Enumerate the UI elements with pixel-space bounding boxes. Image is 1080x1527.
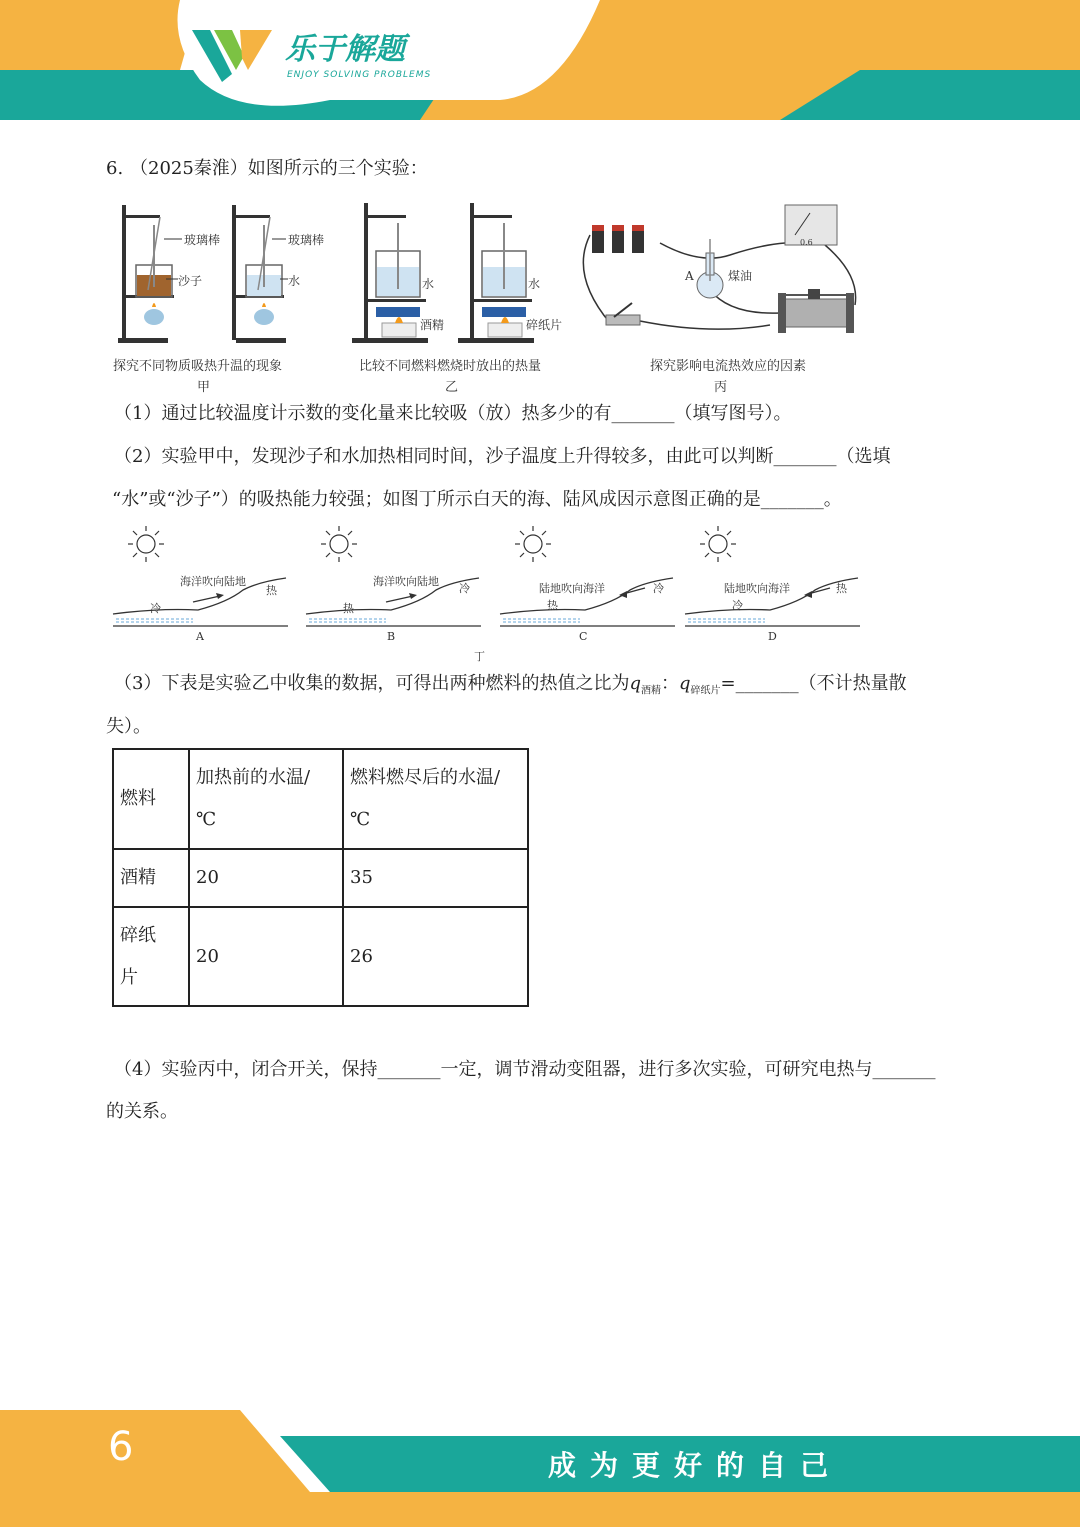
wind-title-c: 陆地吹向海洋 — [539, 582, 605, 595]
label-sand: 沙子 — [178, 274, 203, 288]
fuel-data-table — [112, 748, 529, 1007]
label-kerosene: 煤油 — [728, 269, 753, 283]
caption-yi: 比较不同燃料燃烧时放出的热量 — [359, 359, 542, 374]
question-number: 6. — [106, 158, 124, 179]
part-4-line-2: 的关系。 — [106, 1101, 178, 1122]
page-header — [0, 0, 1080, 125]
cell-after: 35 — [343, 849, 528, 907]
wind-right-b: 冷 — [459, 582, 470, 595]
page-number: 6 — [108, 1424, 134, 1470]
sea-land-breeze-sketch — [680, 522, 865, 632]
figure-jia — [110, 195, 325, 395]
wind-title-a: 海洋吹向陆地 — [180, 575, 246, 588]
figure-bing — [570, 195, 870, 395]
wind-diagram-c — [495, 522, 680, 647]
caption-jia: 探究不同物质吸热升温的现象 — [113, 359, 283, 374]
q-sub-alcohol: 酒精 — [640, 685, 661, 697]
table-row — [113, 907, 528, 1006]
label-rod-2: 玻璃棒 — [288, 233, 325, 247]
question-intro: （2025秦淮）如图所示的三个实验： — [130, 158, 428, 179]
label-bing: 丙 — [714, 380, 728, 395]
q-symbol-2: q — [678, 673, 691, 694]
logo-subtitle: ENJOY SOLVING PROBLEMS — [287, 70, 432, 80]
wind-right-d: 热 — [836, 582, 847, 595]
footer-slogan: 成为更好的自己 — [548, 1449, 843, 1482]
part-3-line-2: 失）。 — [106, 716, 151, 737]
header-fuel: 燃料 — [113, 749, 189, 849]
part-2-line-2: “水”或“沙子”）的吸热能力较强；如图丁所示白天的海、陆风成因示意图正确的是_______。 — [112, 489, 842, 510]
header-after: 燃料燃尽后的水温/ ℃ — [343, 749, 528, 849]
label-paper: 碎纸片 — [526, 318, 563, 332]
wind-left-a: 冷 — [150, 602, 161, 615]
logo-mark — [192, 24, 272, 84]
logo-title: 乐于解题 — [285, 32, 405, 67]
wind-diagram-a — [108, 522, 293, 647]
label-rod-1: 玻璃棒 — [184, 233, 221, 247]
cell-before: 20 — [189, 849, 343, 907]
header-before: 加热前的水温/ ℃ — [189, 749, 343, 849]
label-water-1: 水 — [422, 277, 435, 291]
ratio-colon: ： — [660, 673, 679, 694]
header-banner — [0, 0, 1080, 125]
cell-before: 20 — [189, 907, 343, 1006]
table-header-row — [113, 749, 528, 849]
wind-left-c: 热 — [547, 599, 558, 612]
q-symbol-1: q — [629, 673, 641, 694]
label-water-2: 水 — [528, 277, 541, 291]
part-3-line-1 — [114, 672, 907, 704]
label-alcohol: 酒精 — [420, 318, 445, 332]
wind-right-a: 热 — [266, 584, 277, 597]
wind-letter-c: C — [579, 630, 588, 643]
part-2-line-1: （2）实验甲中，发现沙子和水加热相同时间，沙子温度上升得较多，由此可以判断_______（选填 — [114, 446, 891, 467]
stand-sand-illustration — [110, 195, 310, 345]
part-1: （1）通过比较温度计示数的变化量来比较吸（放）热多少的有_______（填写图号）。 — [114, 403, 792, 424]
label-ding: 丁 — [474, 650, 485, 663]
q-sub-paper: 碎纸片 — [690, 685, 721, 697]
circuit-illustration — [570, 195, 870, 345]
cell-fuel: 碎纸 片 — [113, 907, 189, 1006]
sea-land-breeze-sketch — [495, 522, 680, 632]
part-4-line-1: （4）实验丙中，闭合开关，保持_______一定，调节滑动变阻器，进行多次实验，可研究电热与_______ — [114, 1059, 936, 1080]
caption-bing: 探究影响电流热效应的因素 — [650, 359, 807, 374]
label-jia: 甲 — [197, 380, 211, 395]
part-3-blank: =_______（不计热量散 — [720, 673, 907, 694]
cell-fuel: 酒精 — [113, 849, 189, 907]
wind-left-d: 冷 — [732, 599, 743, 612]
wind-title-d: 陆地吹向海洋 — [724, 582, 790, 595]
page-footer — [0, 1410, 1080, 1527]
wind-title-b: 海洋吹向陆地 — [373, 575, 439, 588]
wind-left-b: 热 — [343, 602, 354, 615]
label-water: 水 — [288, 274, 301, 288]
figure-yi — [350, 195, 580, 395]
part-3-text: （3）下表是实验乙中收集的数据，可得出两种燃料的热值之比为 — [114, 673, 630, 694]
label-yi: 乙 — [445, 380, 459, 395]
table-row — [113, 849, 528, 907]
wind-letter-b: B — [387, 630, 396, 643]
wind-letter-a: A — [196, 630, 204, 643]
wind-letter-d: D — [768, 630, 777, 643]
wind-diagram-b — [301, 522, 486, 647]
wind-diagram-d — [680, 522, 865, 647]
cell-after: 26 — [343, 907, 528, 1006]
label-point-a: A — [685, 269, 694, 283]
wind-right-c: 冷 — [653, 582, 664, 595]
label-meter-scale: 0.6 — [800, 238, 813, 247]
footer-banner — [0, 1410, 1080, 1527]
